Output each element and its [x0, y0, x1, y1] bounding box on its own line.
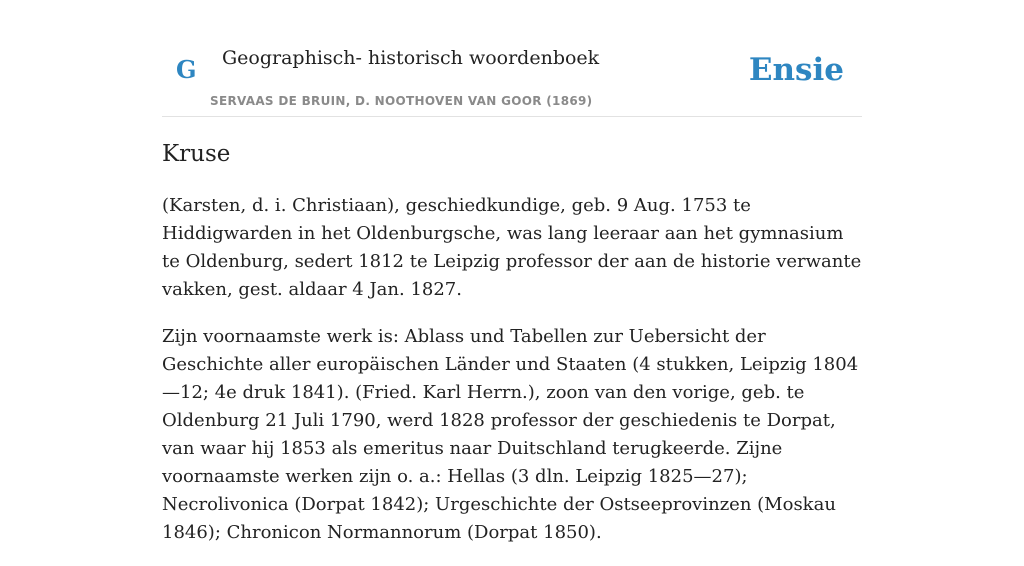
dictionary-title-link[interactable]: Geographisch- historisch woordenboek	[222, 47, 600, 69]
dictionary-header	[162, 0, 862, 117]
entry-paragraph: Zijn voornaamste werk is: Ablass und Tabellen zur Uebersicht der Geschichte aller europäischen Länder und Staaten (4 stukken, Leipzig 1804—12; 4e druk 1841). (Fried. Karl Herrn.), zoon van den vorige, geb. te Oldenburg 21 Juli 1790, werd 1828 professor der geschiedenis te Dorpat, van waar hij 1853 als emeritus naar Duitschland terugkeerde. Zijne voornaamste werken zijn o. a.: Hellas (3 dln. Leipzig 1825—27); Necrolivonica (Dorpat 1842); Urgeschichte der Ostseeprovinzen (Moskau 1846); Chronicon Normannorum (Dorpat 1850).	[162, 326, 859, 543]
entry-title: Kruse	[162, 141, 231, 167]
page	[162, 0, 862, 543]
ensie-logo-link[interactable]: Ensie	[748, 52, 844, 88]
dictionary-author: SERVAAS DE BRUIN, D. NOOTHOVEN VAN GOOR (1869)	[210, 94, 593, 108]
entry-body	[162, 192, 862, 566]
entry-paragraph: (Karsten, d. i. Christiaan), geschiedkundige, geb. 9 Aug. 1753 te Hiddigwarden in het Oldenburgsche, was lang leeraar aan het gymnasium te Oldenburg, sedert 1812 te Leipzig professor der aan de historie verwante vakken, gest. aldaar 4 Jan. 1827.	[162, 195, 862, 300]
dictionary-logo-icon[interactable]: G	[176, 55, 197, 84]
